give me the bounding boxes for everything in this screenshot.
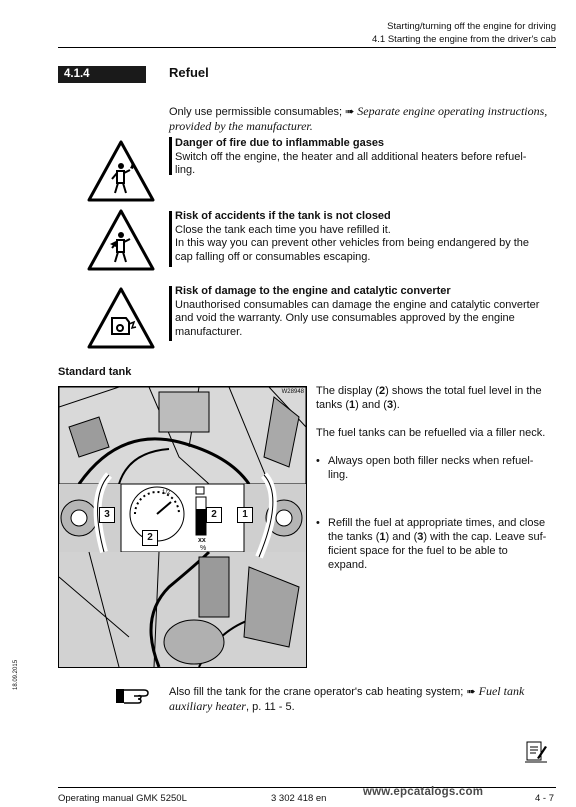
warning-title: Danger of fire due to inflammable gases <box>175 137 385 149</box>
filler-neck-text: The fuel tanks can be refuelled via a filler neck. <box>316 427 546 439</box>
callout-2-gauge: 2 <box>142 530 158 546</box>
callout-3: 3 <box>99 507 115 523</box>
page-number: 4 - 7 <box>534 793 554 804</box>
warning-bar <box>169 286 172 341</box>
unit-xx: xx <box>198 537 206 544</box>
warning-title: Risk of accidents if the tank is not closed <box>175 210 391 222</box>
tank-figure <box>58 386 307 668</box>
warning-accident-icon <box>86 208 156 272</box>
warning-title: Risk of damage to the engine and catalytic converter <box>175 285 451 297</box>
unit-percent: % <box>200 545 207 552</box>
section-title: Refuel <box>169 65 209 80</box>
intro-text: Only use permissible consumables; ➠ Separate engine operating instructions, provided by the manufacturer. <box>169 104 548 133</box>
display-description: The display (2) shows the total fuel level in the tanks (1) and (3). <box>316 385 542 411</box>
footer-manual: Operating manual GMK 5250L <box>58 793 187 804</box>
warning-engine-damage-icon <box>86 286 156 350</box>
watermark: www.epcatalogs.com <box>363 786 484 798</box>
intro-reference-cont[interactable]: provided by the manufacturer. <box>169 119 313 133</box>
warning-fire-icon <box>86 139 156 203</box>
notes-icon <box>525 738 547 764</box>
gauge-half-mark: 1/2 <box>162 490 171 496</box>
pointing-hand-icon <box>114 684 154 708</box>
heating-note: Also fill the tank for the crane operator's cab heating system; ➠ Fuel tank auxiliary heater, p. 11 - 5. <box>169 684 525 713</box>
side-date: 18.09.2015 <box>13 659 19 690</box>
header-divider <box>58 47 556 48</box>
standard-tank-heading: Standard tank <box>58 366 132 378</box>
warning-tank-open: Risk of accidents if the tank is not closed Close the tank each time you have refilled it. In this way you can prevent other vehicles from being endangered by the cap falling off or consumables escaping. <box>175 210 550 264</box>
figure-id: W28948 <box>281 389 304 395</box>
callout-1: 1 <box>237 507 253 523</box>
warning-fire: Danger of fire due to inflammable gases Switch off the engine, the heater and all additional heaters before refuel- ling. <box>175 137 550 178</box>
reference-arrow-icon: ➠ <box>466 686 476 698</box>
note-reference-cont[interactable]: auxiliary heater <box>169 699 246 713</box>
bullet-refill: • Refill the fuel at appropriate times, and close the tanks (1) and (3) with the cap. Leave suf- ficient space for the fuel to be able to expand. <box>316 516 564 572</box>
header-subtitle: 4.1 Starting the engine from the driver's cab <box>372 34 556 45</box>
note-reference[interactable]: Fuel tank <box>475 684 525 698</box>
callout-2-level: 2 <box>206 507 222 523</box>
section-number: 4.1.4 <box>58 66 146 83</box>
header-title: Starting/turning off the engine for driving <box>387 21 556 32</box>
footer-doc-number: 3 302 418 en <box>271 793 327 804</box>
warning-bar <box>169 211 172 267</box>
warning-engine-damage: Risk of damage to the engine and catalytic converter Unauthorised consumables can damage the engine and catalytic converter and void the warranty. Only use consumables approved by the engine manufacturer. <box>175 285 550 339</box>
intro-reference[interactable]: Separate engine operating instructions, <box>354 104 548 118</box>
warning-bar <box>169 137 172 175</box>
bullet-open-filler: • Always open both filler necks when refuel- ling. <box>316 454 564 482</box>
reference-arrow-icon: ➠ <box>345 106 355 118</box>
cab-dashboard-illustration <box>59 387 306 667</box>
